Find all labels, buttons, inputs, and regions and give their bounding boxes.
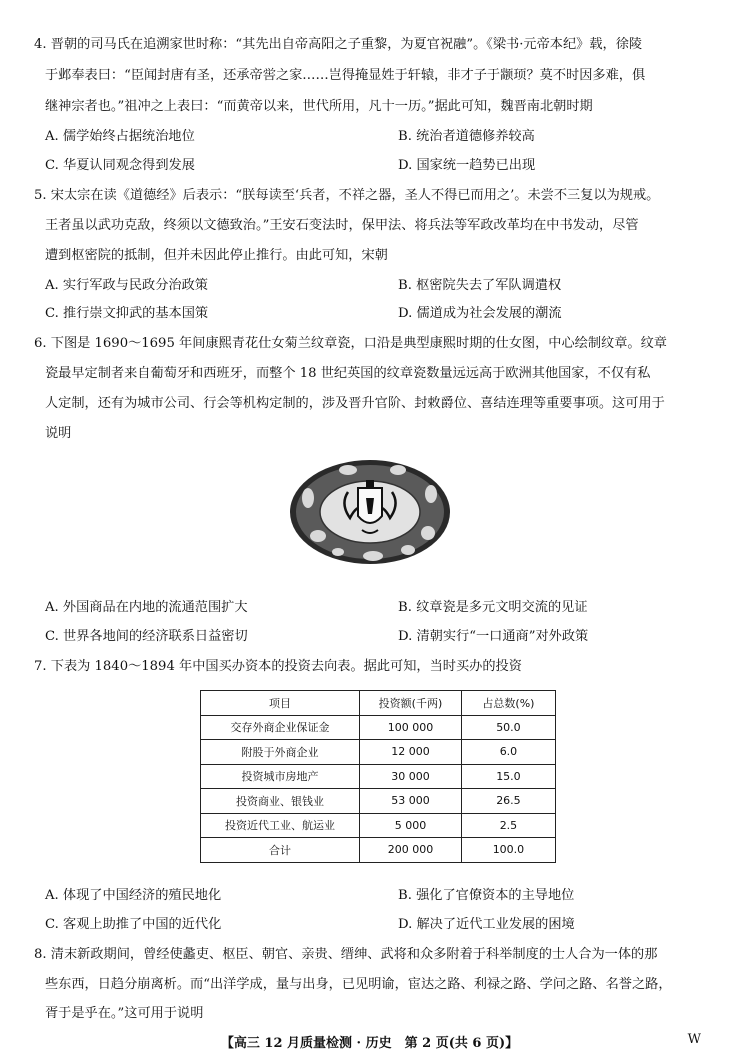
table-row: [201, 838, 556, 863]
q4-line-1: 4. 晋朝的司马氏在追溯家世时称：“其先出自帝高阳之子重黎，为夏官祝融”。《梁书·元帝本纪》载，徐陵: [34, 37, 643, 52]
q5-option-c: C. 推行崇文抑武的基本国策: [45, 306, 209, 321]
table-cell: 2.5: [461, 813, 555, 838]
q6-option-b: B. 纹章瓷是多元文明交流的见证: [398, 600, 588, 615]
page-footer: [0, 1032, 739, 1051]
q5-option-d: D. 儒道成为社会发展的潮流: [398, 306, 562, 321]
table-header: 占总数(%): [461, 691, 555, 716]
q7-option-a: A. 体现了中国经济的殖民地化: [45, 888, 222, 903]
table-cell: 附股于外商企业: [201, 740, 360, 765]
table-row: [201, 789, 556, 814]
table-row: [201, 764, 556, 789]
q7-option-b: B. 强化了官僚资本的主导地位: [398, 888, 575, 903]
table-cell: 投资城市房地产: [201, 764, 360, 789]
table-cell: 100.0: [461, 838, 555, 863]
table-cell: 合计: [201, 838, 360, 863]
footer-mark: W: [687, 1032, 701, 1047]
table-cell: 26.5: [461, 789, 555, 814]
table-cell: 15.0: [461, 764, 555, 789]
table-row: [201, 715, 556, 740]
q6-line-3: 人定制，还有为城市公司、行会等机构定制的，涉及晋升官阶、封敕爵位、喜结连理等重要事项。这可用于: [45, 396, 665, 411]
table-row: [201, 813, 556, 838]
q6-option-a: A. 外国商品在内地的流通范围扩大: [45, 600, 248, 615]
investment-table: [200, 690, 556, 863]
table-cell: 50.0: [461, 715, 555, 740]
table-cell: 投资近代工业、航运业: [201, 813, 360, 838]
table-cell: 200 000: [360, 838, 462, 863]
q8-line-2: 些东西，日趋分崩离析。而“出洋学成，量与出身，已见明谕，宦达之路、利禄之路、学问之路、名誉之路，: [45, 977, 672, 992]
table-cell: 投资商业、银钱业: [201, 789, 360, 814]
q5-line-3: 遭到枢密院的抵制，但并未因此停止推行。由此可知，宋朝: [45, 248, 388, 263]
table-header-row: [201, 691, 556, 716]
footer-text: 【高三 12 月质量检测 · 历史 第 2 页(共 6 页)】: [220, 1036, 519, 1051]
table-cell: 交存外商企业保证金: [201, 715, 360, 740]
q8-line-1: 8. 清末新政期间，曾经使蠡吏、枢臣、朝官、亲贵、缙绅、武将和众多附着于科举制度的士人合为一体的那: [34, 947, 658, 962]
q6-line-1: 6. 下图是 1690～1695 年间康熙青花仕女菊兰纹章瓷，口沿是典型康熙时期的仕女图，中心绘制纹章。纹章: [34, 336, 667, 351]
q5-option-a: A. 实行军政与民政分治政策: [45, 278, 208, 293]
table-row: [201, 740, 556, 765]
q4-line-2: 于邺奉表曰：“臣闻封唐有圣，还承帝喾之家……岂得掩显姓于轩辕，非才子于颛顼？莫不时因多难，俱: [45, 68, 646, 83]
q7-option-c: C. 客观上助推了中国的近代化: [45, 917, 222, 932]
q6-line-2: 瓷最早定制者来自葡萄牙和西班牙，而整个 18 世纪英国的纹章瓷数量远远高于欧洲其他国家，不仅有私: [45, 366, 651, 381]
q6-option-d: D. 清朝实行“一口通商”对外政策: [398, 629, 589, 644]
table-header: 项目: [201, 691, 360, 716]
q4-option-a: A. 儒学始终占据统治地位: [45, 129, 195, 144]
q4-option-c: C. 华夏认同观念得到发展: [45, 158, 195, 173]
q5-line-1: 5. 宋太宗在读《道德经》后表示：“朕每读至‘兵者，不祥之器，圣人不得已而用之’。未尝不三复以为规戒。: [34, 188, 660, 203]
table-cell: 12 000: [360, 740, 462, 765]
table-cell: 53 000: [360, 789, 462, 814]
q7-line-1: 7. 下表为 1840～1894 年中国买办资本的投资去向表。据此可知，当时买办的投资: [34, 659, 522, 674]
q5-option-b: B. 枢密院失去了军队调遣权: [398, 278, 562, 293]
q4-option-d: D. 国家统一趋势已出现: [398, 158, 536, 173]
table-cell: 30 000: [360, 764, 462, 789]
q6-option-c: C. 世界各地间的经济联系日益密切: [45, 629, 248, 644]
q5-line-2: 王者虽以武功克敌，终须以文德致治。”王安石变法时，保甲法、将兵法等军政改革均在中书发动，尽管: [45, 218, 639, 233]
armorial-porcelain-plate-image: [288, 458, 452, 566]
table-cell: 100 000: [360, 715, 462, 740]
q8-line-3: 胥于是乎在。”这可用于说明: [45, 1006, 204, 1021]
table-header: 投资额(千两): [360, 691, 462, 716]
q7-option-d: D. 解决了近代工业发展的困境: [398, 917, 575, 932]
table-cell: 6.0: [461, 740, 555, 765]
q4-line-3: 继神宗者也。”祖冲之上表曰：“而黄帝以来，世代所用，凡十一历。”据此可知，魏晋南北朝时期: [45, 99, 593, 114]
q6-line-4: 说明: [45, 426, 72, 441]
q4-option-b: B. 统治者道德修养较高: [398, 129, 535, 144]
table-cell: 5 000: [360, 813, 462, 838]
